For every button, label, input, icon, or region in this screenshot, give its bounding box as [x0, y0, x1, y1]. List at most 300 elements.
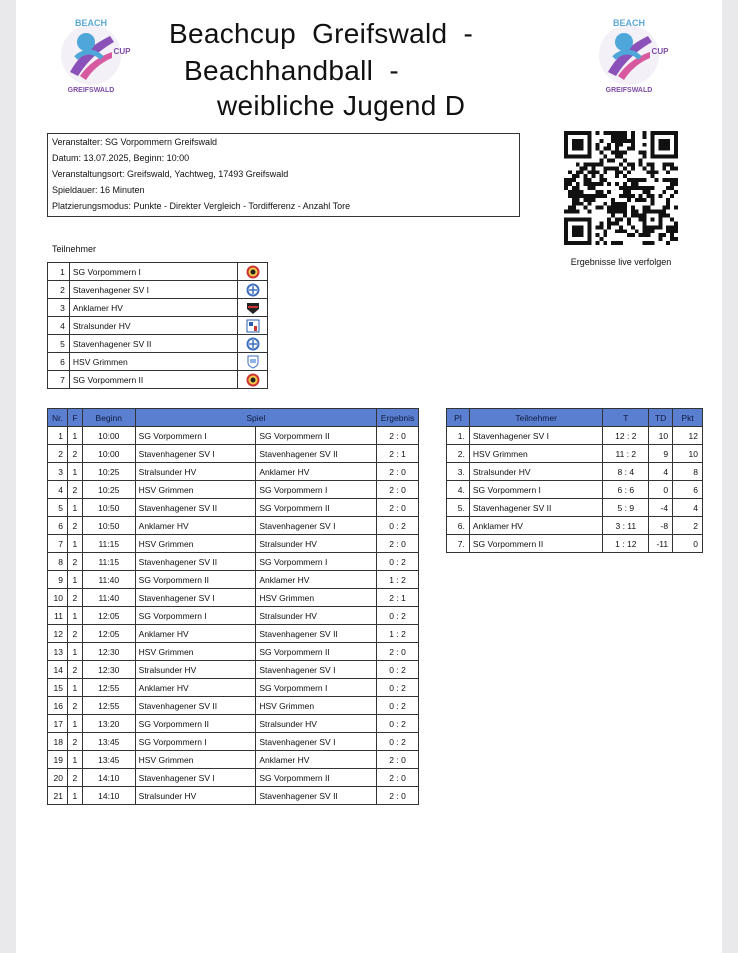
game-away-team: SG Vorpommern I [256, 679, 377, 697]
standing-goals [603, 517, 649, 535]
game-score-away: 0 [401, 502, 406, 513]
game-score-home: 0 [389, 520, 394, 531]
game-field: 1 [67, 463, 82, 481]
game-start: 10:00 [82, 445, 135, 463]
participant-row [48, 371, 268, 389]
game-away-team: Stavenhagener SV II [256, 625, 377, 643]
game-row [48, 463, 419, 481]
games-header-spiel: Spiel [135, 409, 376, 427]
game-field: 2 [67, 697, 82, 715]
score-separator: : [393, 502, 402, 513]
goals-separator: : [624, 430, 632, 441]
standing-goals-against: 12 [626, 538, 637, 549]
info-organizer: Veranstalter: SG Vorpommern Greifswald [52, 137, 218, 147]
crest-shv-icon [246, 320, 260, 330]
score-separator: : [393, 466, 402, 477]
standing-goals [603, 427, 649, 445]
game-away-team: Stavenhagener SV I [256, 661, 377, 679]
standing-row [447, 535, 703, 553]
game-nr: 9 [48, 571, 68, 589]
score-separator: : [393, 700, 402, 711]
standings-header-pkt: Pkt [673, 409, 703, 427]
participants-table [47, 262, 268, 389]
game-nr: 19 [48, 751, 68, 769]
game-score-home: 0 [389, 556, 394, 567]
game-score-home: 2 [389, 754, 394, 765]
game-home-team: SG Vorpommern II [135, 571, 256, 589]
game-home-team: Stavenhagener SV II [135, 553, 256, 571]
game-result [377, 481, 419, 499]
crest-ssv-icon [246, 338, 260, 348]
score-separator: : [393, 430, 402, 441]
game-row [48, 553, 419, 571]
game-row [48, 535, 419, 553]
game-home-team: HSV Grimmen [135, 481, 256, 499]
goals-separator: : [622, 484, 630, 495]
standing-goals [603, 499, 649, 517]
game-score-home: 2 [389, 646, 394, 657]
games-header-ergebnis: Ergebnis [377, 409, 419, 427]
game-start: 12:05 [82, 607, 135, 625]
standing-goals-for: 3 [615, 520, 621, 531]
participant-row [48, 281, 268, 299]
score-separator: : [393, 574, 402, 585]
game-start: 12:55 [82, 679, 135, 697]
game-field: 1 [67, 715, 82, 733]
game-home-team: Stavenhagener SV II [135, 697, 256, 715]
game-home-team: Stralsunder HV [135, 787, 256, 805]
participant-name: SG Vorpommern II [69, 371, 237, 389]
game-home-team: Stavenhagener SV I [135, 589, 256, 607]
games-header-f: F [67, 409, 82, 427]
game-score-home: 2 [389, 484, 394, 495]
standing-goal-diff: 4 [649, 463, 673, 481]
game-nr: 4 [48, 481, 68, 499]
game-result [377, 661, 419, 679]
game-nr: 17 [48, 715, 68, 733]
standing-row [447, 517, 703, 535]
participant-name: Stavenhagener SV I [69, 281, 237, 299]
game-result [377, 769, 419, 787]
game-score-away: 2 [401, 628, 406, 639]
game-result [377, 463, 419, 481]
standing-goal-diff: -4 [649, 499, 673, 517]
info-ranking-mode: Platzierungsmodus: Punkte - Direkter Vergleich - Tordifferenz - Anzahl Tore [52, 201, 351, 211]
game-home-team: Stavenhagener SV II [135, 499, 256, 517]
score-separator: : [393, 772, 402, 783]
crest-sgv-icon [246, 266, 260, 276]
game-field: 1 [67, 751, 82, 769]
game-score-away: 2 [401, 718, 406, 729]
game-away-team: Anklamer HV [256, 751, 377, 769]
participant-number: 7 [48, 371, 70, 389]
participant-name: Stralsunder HV [69, 317, 237, 335]
game-row [48, 751, 419, 769]
game-field: 1 [67, 427, 82, 445]
game-field: 2 [67, 445, 82, 463]
game-result [377, 733, 419, 751]
game-result [377, 643, 419, 661]
game-away-team: Stralsunder HV [256, 535, 377, 553]
game-field: 2 [67, 481, 82, 499]
svg-text:GREIFSWALD: GREIFSWALD [67, 87, 115, 94]
game-result [377, 445, 419, 463]
standing-place: 2. [447, 445, 470, 463]
game-row [48, 517, 419, 535]
game-row [48, 607, 419, 625]
standing-goals-against: 6 [629, 484, 635, 495]
game-home-team: Anklamer HV [135, 679, 256, 697]
game-result [377, 535, 419, 553]
game-score-away: 2 [401, 556, 406, 567]
game-score-away: 0 [401, 790, 406, 801]
goals-separator: : [622, 466, 630, 477]
participant-row [48, 317, 268, 335]
standing-team: Stavenhagener SV II [469, 499, 603, 517]
standing-team: Stavenhagener SV I [469, 427, 603, 445]
game-score-away: 2 [401, 610, 406, 621]
participant-crest [238, 353, 268, 371]
goals-separator: : [619, 538, 627, 549]
svg-text:BEACH: BEACH [612, 18, 646, 28]
game-row [48, 661, 419, 679]
game-away-team: Stavenhagener SV I [256, 733, 377, 751]
info-venue: Veranstaltungsort: Greifswald, Yachtweg, 17493 Greifswald [52, 169, 289, 179]
title-line-1: Beachcup Greifswald - [169, 18, 474, 49]
game-row [48, 643, 419, 661]
document-page [16, 0, 722, 953]
game-start: 12:30 [82, 661, 135, 679]
standing-goal-diff: -8 [649, 517, 673, 535]
game-score-away: 2 [401, 682, 406, 693]
game-home-team: Stavenhagener SV I [135, 445, 256, 463]
score-separator: : [393, 790, 402, 801]
games-table [47, 408, 419, 805]
game-result [377, 517, 419, 535]
game-home-team: SG Vorpommern I [135, 607, 256, 625]
crest-ssv-icon [246, 284, 260, 294]
qr-code[interactable] [564, 131, 678, 245]
game-nr: 13 [48, 643, 68, 661]
standings-table [446, 408, 703, 553]
game-home-team: Stralsunder HV [135, 463, 256, 481]
game-row [48, 733, 419, 751]
standing-team: SG Vorpommern II [469, 535, 603, 553]
standing-goal-diff: -11 [649, 535, 673, 553]
game-field: 1 [67, 787, 82, 805]
participant-name: Anklamer HV [69, 299, 237, 317]
games-header-nr: Nr. [48, 409, 68, 427]
participant-number: 3 [48, 299, 70, 317]
score-separator: : [393, 592, 402, 603]
game-score-home: 0 [389, 718, 394, 729]
game-home-team: SG Vorpommern II [135, 715, 256, 733]
game-field: 1 [67, 679, 82, 697]
game-nr: 8 [48, 553, 68, 571]
game-home-team: HSV Grimmen [135, 535, 256, 553]
game-away-team: Stavenhagener SV I [256, 517, 377, 535]
game-start: 13:20 [82, 715, 135, 733]
goals-separator: : [622, 502, 630, 513]
game-score-home: 1 [389, 574, 394, 585]
score-separator: : [393, 520, 402, 531]
standing-points: 4 [673, 499, 703, 517]
score-separator: : [393, 556, 402, 567]
participant-name: SG Vorpommern I [69, 263, 237, 281]
standings-header-t: T [603, 409, 649, 427]
game-start: 12:30 [82, 643, 135, 661]
game-score-home: 2 [389, 502, 394, 513]
score-separator: : [393, 664, 402, 675]
game-nr: 7 [48, 535, 68, 553]
game-nr: 12 [48, 625, 68, 643]
score-separator: : [393, 718, 402, 729]
game-home-team: Anklamer HV [135, 625, 256, 643]
game-home-team: Stavenhagener SV I [135, 769, 256, 787]
game-row [48, 715, 419, 733]
game-field: 2 [67, 589, 82, 607]
standing-team: SG Vorpommern I [469, 481, 603, 499]
score-separator: : [393, 628, 402, 639]
game-score-home: 2 [389, 430, 394, 441]
standing-goals-against: 11 [627, 520, 637, 531]
beach-cup-logo-left [50, 14, 132, 96]
game-score-away: 0 [401, 538, 406, 549]
game-score-away: 0 [401, 754, 406, 765]
game-row [48, 625, 419, 643]
game-field: 1 [67, 571, 82, 589]
game-nr: 20 [48, 769, 68, 787]
standing-goals-against: 9 [629, 502, 635, 513]
game-row [48, 499, 419, 517]
standing-goals-against: 2 [631, 430, 637, 441]
game-score-home: 0 [389, 610, 394, 621]
standing-goals-for: 5 [617, 502, 623, 513]
standing-row [447, 463, 703, 481]
standings-header-td: TD [649, 409, 673, 427]
game-score-home: 2 [389, 466, 394, 477]
game-away-team: Stavenhagener SV II [256, 445, 377, 463]
games-header-beginn: Beginn [82, 409, 135, 427]
standing-row [447, 427, 703, 445]
game-score-away: 2 [401, 736, 406, 747]
title-line-2: Beachhandball - [184, 55, 399, 86]
game-result [377, 499, 419, 517]
standing-goal-diff: 0 [649, 481, 673, 499]
standing-points: 12 [673, 427, 703, 445]
game-start: 10:00 [82, 427, 135, 445]
game-away-team: SG Vorpommern II [256, 769, 377, 787]
standing-goals-for: 6 [617, 484, 623, 495]
standing-place: 3. [447, 463, 470, 481]
game-start: 14:10 [82, 787, 135, 805]
standing-place: 7. [447, 535, 470, 553]
game-score-home: 0 [389, 700, 394, 711]
standing-points: 2 [673, 517, 703, 535]
game-field: 1 [67, 643, 82, 661]
standing-goals-for: 11 [615, 448, 625, 459]
game-score-away: 1 [401, 448, 406, 459]
game-row [48, 589, 419, 607]
svg-text:CUP: CUP [651, 47, 669, 56]
game-away-team: SG Vorpommern II [256, 427, 377, 445]
game-result [377, 607, 419, 625]
standing-points: 10 [673, 445, 703, 463]
title-line-3: weibliche Jugend D [217, 90, 466, 121]
game-score-away: 0 [401, 772, 406, 783]
game-away-team: Stavenhagener SV II [256, 787, 377, 805]
game-start: 11:40 [82, 571, 135, 589]
standing-points: 8 [673, 463, 703, 481]
participant-crest [238, 317, 268, 335]
game-start: 12:05 [82, 625, 135, 643]
game-away-team: SG Vorpommern I [256, 553, 377, 571]
game-result [377, 751, 419, 769]
game-start: 12:55 [82, 697, 135, 715]
game-result [377, 571, 419, 589]
standing-goals [603, 463, 649, 481]
participant-number: 2 [48, 281, 70, 299]
info-duration: Spieldauer: 16 Minuten [52, 185, 145, 195]
standing-goals-for: 12 [615, 430, 625, 441]
standing-goals-for: 8 [617, 466, 623, 477]
game-away-team: Stralsunder HV [256, 607, 377, 625]
score-separator: : [393, 538, 402, 549]
game-nr: 2 [48, 445, 68, 463]
game-score-home: 0 [389, 682, 394, 693]
standing-goals-for: 1 [615, 538, 620, 549]
standing-goal-diff: 10 [649, 427, 673, 445]
standing-row [447, 481, 703, 499]
game-score-home: 0 [389, 664, 394, 675]
game-score-home: 2 [389, 772, 394, 783]
participant-crest [238, 263, 268, 281]
beach-cup-logo-right [588, 14, 670, 96]
score-separator: : [393, 448, 402, 459]
game-start: 10:50 [82, 517, 135, 535]
goals-separator: : [620, 520, 628, 531]
game-field: 1 [67, 535, 82, 553]
game-away-team: SG Vorpommern I [256, 481, 377, 499]
participant-row [48, 335, 268, 353]
game-score-home: 2 [389, 790, 394, 801]
game-start: 11:15 [82, 553, 135, 571]
participant-number: 5 [48, 335, 70, 353]
game-nr: 21 [48, 787, 68, 805]
participant-number: 1 [48, 263, 70, 281]
standing-row [447, 445, 703, 463]
game-start: 14:10 [82, 769, 135, 787]
participant-crest [238, 335, 268, 353]
game-start: 11:15 [82, 535, 135, 553]
game-nr: 15 [48, 679, 68, 697]
game-away-team: Anklamer HV [256, 463, 377, 481]
game-start: 13:45 [82, 733, 135, 751]
score-separator: : [393, 484, 402, 495]
game-home-team: Anklamer HV [135, 517, 256, 535]
score-separator: : [393, 682, 402, 693]
game-result [377, 715, 419, 733]
game-nr: 11 [48, 607, 68, 625]
participant-crest [238, 299, 268, 317]
game-nr: 18 [48, 733, 68, 751]
participant-row [48, 263, 268, 281]
svg-text:BEACH: BEACH [74, 18, 108, 28]
game-score-home: 1 [389, 628, 394, 639]
standing-goals-against: 4 [629, 466, 635, 477]
game-row [48, 787, 419, 805]
game-nr: 1 [48, 427, 68, 445]
game-row [48, 571, 419, 589]
game-score-away: 2 [401, 664, 406, 675]
game-score-home: 2 [389, 538, 394, 549]
standing-team: Anklamer HV [469, 517, 603, 535]
game-result [377, 787, 419, 805]
standing-place: 4. [447, 481, 470, 499]
participant-crest [238, 371, 268, 389]
score-separator: : [393, 610, 402, 621]
game-field: 2 [67, 625, 82, 643]
game-start: 11:40 [82, 589, 135, 607]
game-home-team: SG Vorpommern I [135, 427, 256, 445]
game-away-team: SG Vorpommern II [256, 499, 377, 517]
standings-header-pl: Pl [447, 409, 470, 427]
game-nr: 6 [48, 517, 68, 535]
qr-label: Ergebnisse live verfolgen [570, 257, 672, 267]
game-score-away: 2 [401, 574, 406, 585]
game-field: 2 [67, 661, 82, 679]
game-result [377, 697, 419, 715]
game-field: 1 [67, 607, 82, 625]
game-away-team: HSV Grimmen [256, 589, 377, 607]
standing-place: 5. [447, 499, 470, 517]
standing-goal-diff: 9 [649, 445, 673, 463]
standing-place: 1. [447, 427, 470, 445]
info-date: Datum: 13.07.2025, Beginn: 10:00 [52, 153, 190, 163]
standing-goals [603, 445, 649, 463]
crest-ahv-icon [246, 302, 260, 312]
crest-sgv-icon [246, 374, 260, 384]
game-score-away: 1 [401, 592, 406, 603]
game-nr: 5 [48, 499, 68, 517]
standing-team: Stralsunder HV [469, 463, 603, 481]
game-away-team: Anklamer HV [256, 571, 377, 589]
event-info-box [47, 133, 520, 217]
game-score-away: 0 [401, 484, 406, 495]
game-score-home: 2 [389, 448, 394, 459]
standing-points: 0 [673, 535, 703, 553]
game-row [48, 427, 419, 445]
participant-name: HSV Grimmen [69, 353, 237, 371]
standing-row [447, 499, 703, 517]
participant-name: Stavenhagener SV II [69, 335, 237, 353]
score-separator: : [393, 754, 402, 765]
standing-team: HSV Grimmen [469, 445, 603, 463]
game-score-away: 2 [401, 520, 406, 531]
game-field: 2 [67, 769, 82, 787]
standing-goals-against: 2 [631, 448, 637, 459]
game-score-away: 2 [401, 700, 406, 711]
participant-row [48, 353, 268, 371]
game-start: 10:25 [82, 481, 135, 499]
game-row [48, 769, 419, 787]
goals-separator: : [624, 448, 632, 459]
game-home-team: SG Vorpommern I [135, 733, 256, 751]
game-result [377, 589, 419, 607]
game-start: 10:25 [82, 463, 135, 481]
svg-text:GREIFSWALD: GREIFSWALD [605, 87, 653, 94]
game-field: 2 [67, 733, 82, 751]
